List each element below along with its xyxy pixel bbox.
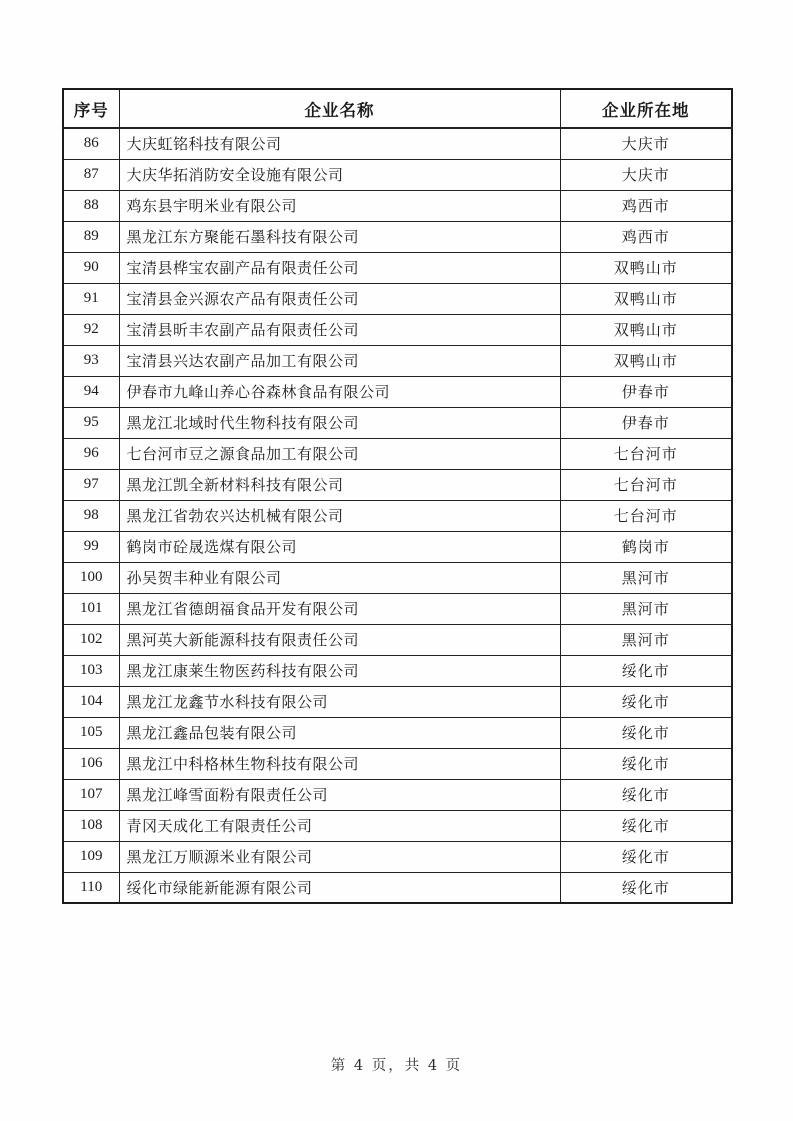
cell-company-name: 宝清县兴达农副产品加工有限公司 xyxy=(119,345,560,376)
cell-serial-number: 107 xyxy=(63,779,119,810)
cell-serial-number: 101 xyxy=(63,593,119,624)
table-row xyxy=(63,407,732,438)
cell-company-name: 鸡东县宇明米业有限公司 xyxy=(119,190,560,221)
table-row xyxy=(63,345,732,376)
cell-company-name: 黑龙江康莱生物医药科技有限公司 xyxy=(119,655,560,686)
table-row xyxy=(63,531,732,562)
cell-serial-number: 91 xyxy=(63,283,119,314)
cell-company-name: 黑河英大新能源科技有限责任公司 xyxy=(119,624,560,655)
cell-company-name: 黑龙江鑫品包装有限公司 xyxy=(119,717,560,748)
cell-company-location: 黑河市 xyxy=(560,624,732,655)
cell-company-location: 绥化市 xyxy=(560,686,732,717)
table-row xyxy=(63,841,732,872)
cell-company-name: 黑龙江凯全新材料科技有限公司 xyxy=(119,469,560,500)
table-row xyxy=(63,655,732,686)
cell-company-name: 黑龙江省勃农兴达机械有限公司 xyxy=(119,500,560,531)
cell-company-name: 宝清县昕丰农副产品有限责任公司 xyxy=(119,314,560,345)
table-row xyxy=(63,283,732,314)
cell-serial-number: 110 xyxy=(63,872,119,903)
page-number-footer: 第 4 页，共 4 页 xyxy=(330,1058,463,1074)
cell-serial-number: 86 xyxy=(63,128,119,159)
cell-serial-number: 108 xyxy=(63,810,119,841)
cell-company-location: 鸡西市 xyxy=(560,221,732,252)
cell-company-location: 大庆市 xyxy=(560,128,732,159)
company-table xyxy=(62,88,733,904)
cell-serial-number: 90 xyxy=(63,252,119,283)
cell-company-name: 黑龙江中科格林生物科技有限公司 xyxy=(119,748,560,779)
cell-company-name: 黑龙江省德朗福食品开发有限公司 xyxy=(119,593,560,624)
cell-serial-number: 93 xyxy=(63,345,119,376)
cell-company-location: 绥化市 xyxy=(560,841,732,872)
cell-company-location: 伊春市 xyxy=(560,376,732,407)
cell-serial-number: 104 xyxy=(63,686,119,717)
cell-company-location: 绥化市 xyxy=(560,872,732,903)
cell-serial-number: 95 xyxy=(63,407,119,438)
cell-serial-number: 99 xyxy=(63,531,119,562)
cell-serial-number: 96 xyxy=(63,438,119,469)
cell-company-location: 七台河市 xyxy=(560,469,732,500)
cell-company-location: 黑河市 xyxy=(560,593,732,624)
header-serial-number: 序号 xyxy=(63,89,119,128)
cell-serial-number: 92 xyxy=(63,314,119,345)
table-row xyxy=(63,779,732,810)
table-row xyxy=(63,593,732,624)
cell-company-name: 绥化市绿能新能源有限公司 xyxy=(119,872,560,903)
table-row xyxy=(63,748,732,779)
table-row xyxy=(63,314,732,345)
cell-company-location: 绥化市 xyxy=(560,779,732,810)
cell-company-name: 大庆华拓消防安全设施有限公司 xyxy=(119,159,560,190)
cell-company-name: 鹤岗市砼晟选煤有限公司 xyxy=(119,531,560,562)
table-row xyxy=(63,190,732,221)
cell-company-location: 七台河市 xyxy=(560,438,732,469)
table-row xyxy=(63,810,732,841)
cell-company-name: 宝清县金兴源农产品有限责任公司 xyxy=(119,283,560,314)
cell-serial-number: 109 xyxy=(63,841,119,872)
cell-company-location: 七台河市 xyxy=(560,500,732,531)
table-row xyxy=(63,376,732,407)
cell-serial-number: 106 xyxy=(63,748,119,779)
cell-company-name: 黑龙江北域时代生物科技有限公司 xyxy=(119,407,560,438)
cell-serial-number: 89 xyxy=(63,221,119,252)
cell-company-location: 双鸭山市 xyxy=(560,252,732,283)
cell-company-name: 黑龙江龙鑫节水科技有限公司 xyxy=(119,686,560,717)
cell-company-name: 大庆虹铭科技有限公司 xyxy=(119,128,560,159)
cell-serial-number: 97 xyxy=(63,469,119,500)
cell-company-location: 双鸭山市 xyxy=(560,345,732,376)
cell-company-name: 七台河市豆之源食品加工有限公司 xyxy=(119,438,560,469)
header-row xyxy=(63,89,732,128)
table-row xyxy=(63,686,732,717)
cell-serial-number: 100 xyxy=(63,562,119,593)
cell-serial-number: 87 xyxy=(63,159,119,190)
company-table-body xyxy=(63,128,732,903)
cell-serial-number: 94 xyxy=(63,376,119,407)
cell-serial-number: 105 xyxy=(63,717,119,748)
table-row xyxy=(63,438,732,469)
cell-company-name: 伊春市九峰山养心谷森林食品有限公司 xyxy=(119,376,560,407)
table-row xyxy=(63,469,732,500)
cell-company-name: 黑龙江万顺源米业有限公司 xyxy=(119,841,560,872)
table-row xyxy=(63,159,732,190)
table-row xyxy=(63,872,732,903)
cell-company-location: 伊春市 xyxy=(560,407,732,438)
cell-company-location: 绥化市 xyxy=(560,717,732,748)
cell-company-location: 绥化市 xyxy=(560,655,732,686)
cell-company-location: 鹤岗市 xyxy=(560,531,732,562)
cell-company-name: 黑龙江东方聚能石墨科技有限公司 xyxy=(119,221,560,252)
table-row xyxy=(63,128,732,159)
cell-serial-number: 102 xyxy=(63,624,119,655)
cell-company-location: 鸡西市 xyxy=(560,190,732,221)
cell-company-location: 双鸭山市 xyxy=(560,283,732,314)
table-row xyxy=(63,562,732,593)
cell-company-name: 宝清县桦宝农副产品有限责任公司 xyxy=(119,252,560,283)
header-company-name: 企业名称 xyxy=(119,89,560,128)
table-row xyxy=(63,252,732,283)
header-company-location: 企业所在地 xyxy=(560,89,732,128)
cell-serial-number: 103 xyxy=(63,655,119,686)
cell-company-name: 孙吴贺丰种业有限公司 xyxy=(119,562,560,593)
table-row xyxy=(63,500,732,531)
cell-company-location: 绥化市 xyxy=(560,810,732,841)
cell-company-location: 大庆市 xyxy=(560,159,732,190)
cell-company-location: 绥化市 xyxy=(560,748,732,779)
cell-company-name: 青冈天成化工有限责任公司 xyxy=(119,810,560,841)
table-row xyxy=(63,624,732,655)
company-table-header xyxy=(63,89,732,128)
cell-company-location: 双鸭山市 xyxy=(560,314,732,345)
table-row xyxy=(63,221,732,252)
cell-company-location: 黑河市 xyxy=(560,562,732,593)
cell-company-name: 黑龙江峰雪面粉有限责任公司 xyxy=(119,779,560,810)
cell-serial-number: 98 xyxy=(63,500,119,531)
cell-serial-number: 88 xyxy=(63,190,119,221)
table-row xyxy=(63,717,732,748)
